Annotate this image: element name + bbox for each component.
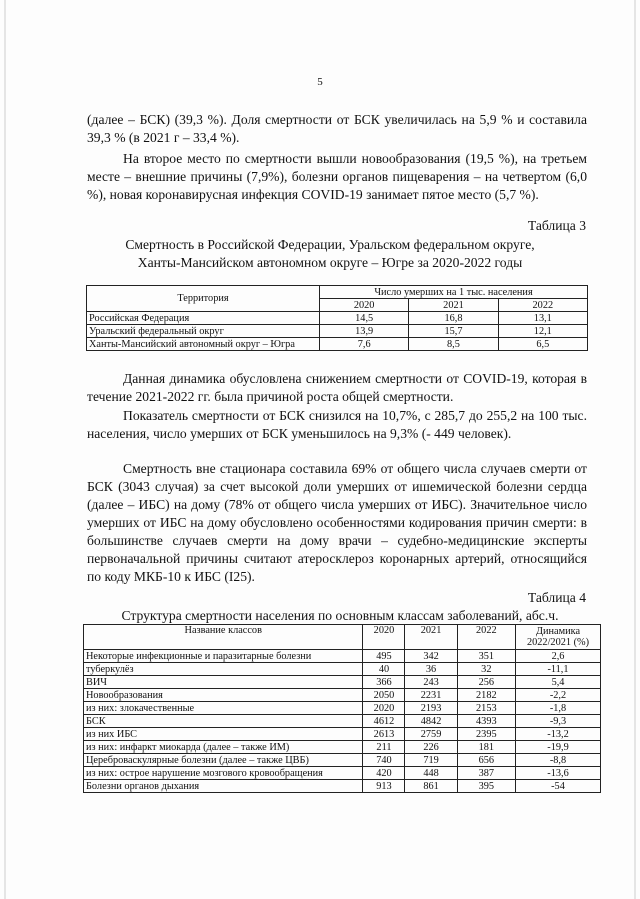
value-cell: 2231 xyxy=(405,689,457,702)
value-cell: 2395 xyxy=(457,728,515,741)
table-row: Ханты-Мансийский автономный округ – Югра 7,6 8,5 6,5 xyxy=(87,338,588,351)
table-row xyxy=(84,663,601,676)
table-row xyxy=(84,767,601,780)
paragraph-1: (далее – БСК) (39,3 %). Доля смертности от БСК увеличилась на 5,9 % и составила 39,3 % (в 2021 г – 33,4 %). xyxy=(87,112,587,145)
paragraph-4: Показатель смертности от БСК снизился на 10,7%, с 285,7 до 255,2 на 100 тыс. населения, число умерших от БСК уменьшилось на 9,3% (- 449 человек). xyxy=(87,408,587,441)
table3-title-line1: Смертность в Российской Федерации, Уральском федеральном округе, xyxy=(125,237,535,252)
table-row xyxy=(84,702,601,715)
value-cell: 2193 xyxy=(405,702,457,715)
class-name-cell: из них: инфаркт миокарда (далее – также ИМ) xyxy=(84,741,363,754)
value-cell: 226 xyxy=(405,741,457,754)
table-row xyxy=(84,741,601,754)
page-edge-right xyxy=(634,0,636,899)
table4-header-year: 2021 xyxy=(405,625,457,650)
value-cell: 2182 xyxy=(457,689,515,702)
table-row: Российская Федерация 14,5 16,8 13,1 xyxy=(87,312,588,325)
value-cell: 2050 xyxy=(363,689,405,702)
value-cell: -11,1 xyxy=(516,663,601,676)
table4-label: Таблица 4 xyxy=(527,590,586,605)
class-name-cell: Цереброваскулярные болезни (далее – также ЦВБ) xyxy=(84,754,363,767)
paragraph-3: Данная динамика обусловлена снижением смертности от COVID-19, которая в течение 2021-2022 гг. была причиной роста общей смертности. xyxy=(87,371,587,404)
table3-year: 2021 xyxy=(409,299,498,312)
table4-header-year: 2020 xyxy=(363,625,405,650)
value-cell: 351 xyxy=(457,650,515,663)
value-cell: 2,6 xyxy=(516,650,601,663)
table3-year: 2022 xyxy=(498,299,587,312)
class-name-cell: из них: острое нарушение мозгового кровообращения xyxy=(84,767,363,780)
value-cell: 2153 xyxy=(457,702,515,715)
value-cell: 913 xyxy=(363,780,405,793)
value-cell: 2613 xyxy=(363,728,405,741)
table-row xyxy=(84,780,601,793)
paragraph-5: Смертность вне стационара составила 69% от общего числа случаев смерти от БСК (3043 случая) за счет высокой доли умерших от ишемической болезни сердца (далее – ИБС) на дому (78% от общего числа умерших от ИБС). Значительное число умерших от ИБС на дому обусловлено особенностями кодирования причин смерти: в большинстве случаев смерти на дому врачи – судебно-медицинские эксперты первоначальной причины считают атеросклероз коронарных артерий, относящийся по коду МКБ-10 к ИБС (I25). xyxy=(87,461,587,584)
value-cell: -19,9 xyxy=(516,741,601,754)
value-cell: -54 xyxy=(516,780,601,793)
table4-title: Структура смертности населения по основным классам заболеваний, абс.ч. xyxy=(121,608,559,623)
value-cell: 40 xyxy=(363,663,405,676)
class-name-cell: БСК xyxy=(84,715,363,728)
value-cell: 4393 xyxy=(457,715,515,728)
page-edge-left xyxy=(4,0,6,899)
value-cell: 211 xyxy=(363,741,405,754)
table-row: Уральский федеральный округ 13,9 15,7 12,1 xyxy=(87,325,588,338)
class-name-cell: из них: злокачественные xyxy=(84,702,363,715)
value-cell: -13,6 xyxy=(516,767,601,780)
value-cell: 2759 xyxy=(405,728,457,741)
value-cell: 2020 xyxy=(363,702,405,715)
value-cell: -2,2 xyxy=(516,689,601,702)
class-name-cell: из них ИБС xyxy=(84,728,363,741)
table3-header-territory: Территория xyxy=(87,286,320,312)
value-cell: 181 xyxy=(457,741,515,754)
value-cell: 448 xyxy=(405,767,457,780)
value-cell: 243 xyxy=(405,676,457,689)
value-cell: 36 xyxy=(405,663,457,676)
value-cell: 395 xyxy=(457,780,515,793)
value-cell: 366 xyxy=(363,676,405,689)
value-cell: 740 xyxy=(363,754,405,767)
table3-label: Таблица 3 xyxy=(527,218,586,233)
value-cell: 5,4 xyxy=(516,676,601,689)
table4-header-name: Название классов xyxy=(84,625,363,650)
table-row xyxy=(84,689,601,702)
page-number: 5 xyxy=(317,76,323,88)
class-name-cell: Некоторые инфекционные и паразитарные болезни xyxy=(84,650,363,663)
table3-title-line2: Ханты-Мансийском автономном округе – Югре за 2020-2022 годы xyxy=(137,255,523,270)
table3-year: 2020 xyxy=(320,299,409,312)
value-cell: 656 xyxy=(457,754,515,767)
value-cell: 342 xyxy=(405,650,457,663)
table4-header-dynamics: Динамика 2022/2021 (%) xyxy=(516,625,601,650)
value-cell: 387 xyxy=(457,767,515,780)
table-row xyxy=(84,676,601,689)
table4 xyxy=(83,624,601,793)
table3-header-group: Число умерших на 1 тыс. населения xyxy=(320,286,588,299)
value-cell: 32 xyxy=(457,663,515,676)
table3 xyxy=(86,285,588,351)
value-cell: -13,2 xyxy=(516,728,601,741)
class-name-cell: Новообразования xyxy=(84,689,363,702)
value-cell: 4842 xyxy=(405,715,457,728)
value-cell: 256 xyxy=(457,676,515,689)
value-cell: 420 xyxy=(363,767,405,780)
class-name-cell: туберкулёз xyxy=(84,663,363,676)
class-name-cell: ВИЧ xyxy=(84,676,363,689)
class-name-cell: Болезни органов дыхания xyxy=(84,780,363,793)
value-cell: 719 xyxy=(405,754,457,767)
value-cell: -9,3 xyxy=(516,715,601,728)
paragraph-2: На второе место по смертности вышли новообразования (19,5 %), на третьем месте – внешние причины (7,9%), болезни органов пищеварения – на четвертом (6,0 %), новая коронавирусная инфекция COVID-19 занимает пятое место (5,7 %). xyxy=(87,151,587,202)
table-row xyxy=(84,754,601,767)
table-row xyxy=(84,650,601,663)
table-row xyxy=(84,728,601,741)
table4-header-year: 2022 xyxy=(457,625,515,650)
value-cell: -1,8 xyxy=(516,702,601,715)
value-cell: 861 xyxy=(405,780,457,793)
value-cell: -8,8 xyxy=(516,754,601,767)
value-cell: 4612 xyxy=(363,715,405,728)
value-cell: 495 xyxy=(363,650,405,663)
table-row xyxy=(84,715,601,728)
